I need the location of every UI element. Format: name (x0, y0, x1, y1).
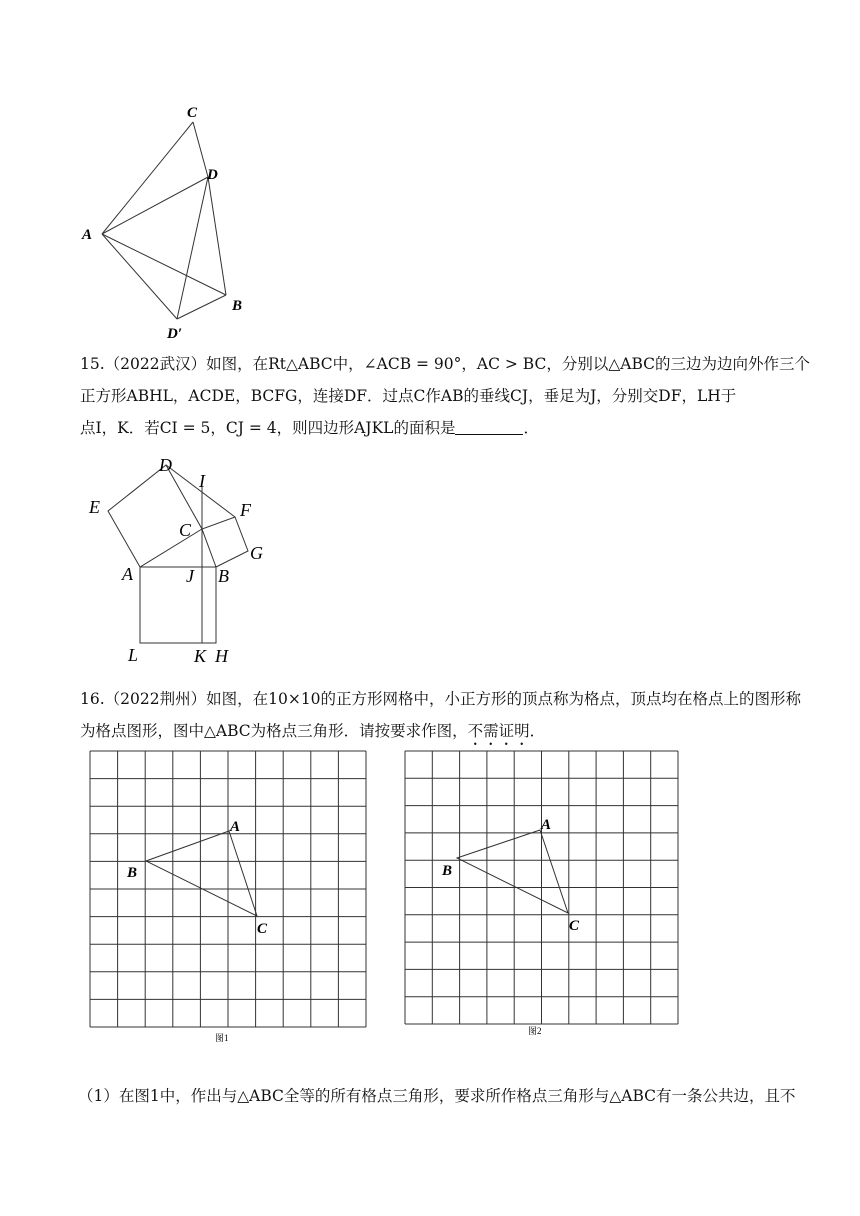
label-D: D (159, 455, 172, 475)
q16-source: （2022荆州） (104, 690, 207, 708)
question-15-text (80, 348, 810, 444)
label-B: B (442, 863, 453, 879)
caption-figure-1: 图1 (215, 1033, 229, 1043)
label-A: A (122, 564, 133, 584)
label-B: B (218, 566, 229, 586)
label-E: E (89, 497, 100, 517)
label-C: C (187, 105, 198, 121)
q15-number: 15. (80, 355, 105, 373)
label-I: I (199, 471, 205, 491)
question-16-part-1 (78, 1080, 798, 1112)
q15-source: （2022武汉） (104, 355, 207, 373)
label-B: B (127, 865, 138, 881)
q15-line3-end: ． (523, 419, 539, 437)
label-B: B (232, 298, 243, 314)
label-L: L (128, 645, 139, 665)
caption-figure-2: 图2 (528, 1026, 542, 1036)
label-C: C (569, 918, 580, 934)
grid-figure-2 (400, 748, 690, 1048)
q15-line3: 点I，K．若CI = 5，CJ = 4，则四边形AJKL的面积是 (80, 419, 456, 437)
label-H: H (215, 646, 228, 666)
figure-squares-on-triangle (80, 450, 290, 670)
q16-line1: 如图，在10×10的正方形网格中，小正方形的顶点称为格点，顶点均在格点上的图形称 (206, 690, 802, 708)
label-A: A (82, 227, 93, 243)
label-D: D (207, 167, 218, 183)
q15-line2: 正方形ABHL，ACDE，BCFG，连接DF．过点C作AB的垂线CJ，垂足为J，分别交DF，LH于 (80, 387, 737, 405)
label-A: A (230, 819, 241, 835)
label-F: F (240, 500, 251, 520)
question-16-text (80, 683, 800, 749)
q15-line1: 如图，在Rt△ABC中，∠ACB = 90°，AC > BC，分别以△ABC的三边为边向外作三个 (206, 355, 810, 373)
label-C: C (257, 921, 268, 937)
q16-line2-end: ． (529, 722, 546, 740)
label-K: K (194, 646, 207, 666)
label-C: C (179, 520, 192, 540)
label-A: A (541, 817, 552, 833)
q16-sub1: （1）在图1中，作出与△ABC全等的所有格点三角形，要求所作格点三角形与△ABC有一条公共边，且不 (78, 1087, 796, 1105)
grid-figure-1 (85, 748, 375, 1048)
answer-blank[interactable] (455, 416, 523, 435)
q16-line2: 为格点图形，图中△ABC为格点三角形．请按要求作图， (80, 722, 468, 740)
q16-number: 16. (80, 690, 105, 708)
label-J: J (186, 566, 194, 586)
q16-emphasis: 不需证明 (467, 722, 530, 740)
label-D-prime: D′ (167, 326, 183, 342)
figure-triangle-rotation (70, 95, 270, 350)
label-G: G (250, 543, 263, 563)
